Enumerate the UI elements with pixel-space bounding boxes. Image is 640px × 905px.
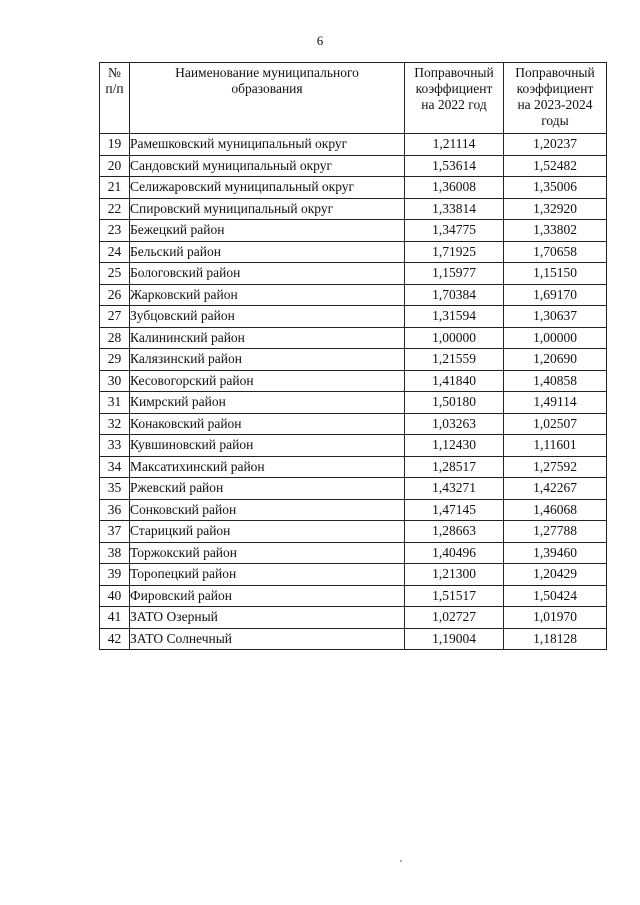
coefficient-2022: 1,34775 xyxy=(405,220,504,242)
coefficient-2023-2024: 1,70658 xyxy=(504,241,607,263)
row-number: 31 xyxy=(100,392,130,414)
municipality-name: Калязинский район xyxy=(130,349,405,371)
municipality-name: Максатихинский район xyxy=(130,456,405,478)
row-number: 30 xyxy=(100,370,130,392)
row-number: 37 xyxy=(100,521,130,543)
coefficient-2022: 1,51517 xyxy=(405,585,504,607)
coefficient-2023-2024: 1,20690 xyxy=(504,349,607,371)
municipality-name: Калининский район xyxy=(130,327,405,349)
header-number-line: п/п xyxy=(105,81,124,96)
row-number: 29 xyxy=(100,349,130,371)
coefficient-2023-2024: 1,52482 xyxy=(504,155,607,177)
coefficient-2023-2024: 1,20237 xyxy=(504,134,607,156)
table-row xyxy=(100,478,607,500)
municipality-name: Зубцовский район xyxy=(130,306,405,328)
coefficient-2023-2024: 1,42267 xyxy=(504,478,607,500)
table-row xyxy=(100,370,607,392)
header-coef-2023-line: годы xyxy=(541,113,569,128)
row-number: 34 xyxy=(100,456,130,478)
row-number: 42 xyxy=(100,628,130,650)
row-number: 35 xyxy=(100,478,130,500)
municipality-name: Селижаровский муниципальный округ xyxy=(130,177,405,199)
table-row xyxy=(100,349,607,371)
coefficient-2022: 1,33814 xyxy=(405,198,504,220)
row-number: 27 xyxy=(100,306,130,328)
municipality-name: Торжокский район xyxy=(130,542,405,564)
table-header xyxy=(100,63,607,134)
coefficient-2023-2024: 1,18128 xyxy=(504,628,607,650)
coefficient-2022: 1,53614 xyxy=(405,155,504,177)
row-number: 25 xyxy=(100,263,130,285)
row-number: 39 xyxy=(100,564,130,586)
row-number: 38 xyxy=(100,542,130,564)
coefficient-2022: 1,19004 xyxy=(405,628,504,650)
table-row xyxy=(100,564,607,586)
municipality-name: Спировский муниципальный округ xyxy=(130,198,405,220)
municipality-name: ЗАТО Солнечный xyxy=(130,628,405,650)
header-row xyxy=(100,63,607,134)
table-row xyxy=(100,327,607,349)
coefficient-2022: 1,43271 xyxy=(405,478,504,500)
row-number: 24 xyxy=(100,241,130,263)
coefficient-2022: 1,71925 xyxy=(405,241,504,263)
municipality-name: Бологовский район xyxy=(130,263,405,285)
coefficient-2023-2024: 1,69170 xyxy=(504,284,607,306)
municipality-name: Сонковский район xyxy=(130,499,405,521)
coefficient-2022: 1,31594 xyxy=(405,306,504,328)
coefficient-2023-2024: 1,33802 xyxy=(504,220,607,242)
coefficient-2023-2024: 1,00000 xyxy=(504,327,607,349)
scan-speck xyxy=(400,860,402,862)
table-row xyxy=(100,456,607,478)
coefficient-2023-2024: 1,02507 xyxy=(504,413,607,435)
coefficient-2023-2024: 1,39460 xyxy=(504,542,607,564)
table-row xyxy=(100,413,607,435)
coefficient-2023-2024: 1,46068 xyxy=(504,499,607,521)
table-row xyxy=(100,499,607,521)
coefficient-2022: 1,28663 xyxy=(405,521,504,543)
coefficient-2022: 1,00000 xyxy=(405,327,504,349)
coefficient-2022: 1,21114 xyxy=(405,134,504,156)
table-row xyxy=(100,220,607,242)
table-row xyxy=(100,521,607,543)
header-coef-2022-line: Поправочный xyxy=(414,65,494,80)
municipality-name: Бельский район xyxy=(130,241,405,263)
coefficient-2022: 1,36008 xyxy=(405,177,504,199)
coefficient-2023-2024: 1,30637 xyxy=(504,306,607,328)
coefficient-2022: 1,28517 xyxy=(405,456,504,478)
page-number: 6 xyxy=(316,33,324,48)
municipality-name: Кимрский район xyxy=(130,392,405,414)
row-number: 33 xyxy=(100,435,130,457)
coefficient-2023-2024: 1,27788 xyxy=(504,521,607,543)
municipality-name: Ржевский район xyxy=(130,478,405,500)
coefficient-2023-2024: 1,40858 xyxy=(504,370,607,392)
table-row xyxy=(100,607,607,629)
table-row xyxy=(100,134,607,156)
municipality-name: Рамешковский муниципальный округ xyxy=(130,134,405,156)
header-number-line: № xyxy=(108,65,121,80)
header-name-line: образования xyxy=(231,81,303,96)
table-row xyxy=(100,198,607,220)
table-body xyxy=(100,134,607,650)
table-row xyxy=(100,585,607,607)
municipality-name: Жарковский район xyxy=(130,284,405,306)
row-number: 21 xyxy=(100,177,130,199)
row-number: 22 xyxy=(100,198,130,220)
municipality-name: Старицкий район xyxy=(130,521,405,543)
municipality-name: Кесовогорский район xyxy=(130,370,405,392)
table-row xyxy=(100,392,607,414)
row-number: 36 xyxy=(100,499,130,521)
coefficient-2023-2024: 1,35006 xyxy=(504,177,607,199)
coefficient-2023-2024: 1,11601 xyxy=(504,435,607,457)
coefficient-2022: 1,47145 xyxy=(405,499,504,521)
coefficient-2022: 1,12430 xyxy=(405,435,504,457)
municipality-name: Фировский район xyxy=(130,585,405,607)
municipality-name: Кувшиновский район xyxy=(130,435,405,457)
table-row xyxy=(100,306,607,328)
coefficient-2022: 1,02727 xyxy=(405,607,504,629)
table-row xyxy=(100,263,607,285)
header-name xyxy=(130,63,405,134)
row-number: 26 xyxy=(100,284,130,306)
table-row xyxy=(100,435,607,457)
header-name-line: Наименование муниципального xyxy=(175,65,359,80)
municipality-name: Сандовский муниципальный округ xyxy=(130,155,405,177)
municipality-name: ЗАТО Озерный xyxy=(130,607,405,629)
coefficient-2022: 1,70384 xyxy=(405,284,504,306)
row-number: 23 xyxy=(100,220,130,242)
municipality-name: Торопецкий район xyxy=(130,564,405,586)
coefficient-2022: 1,21300 xyxy=(405,564,504,586)
coefficient-table xyxy=(99,62,607,650)
row-number: 40 xyxy=(100,585,130,607)
header-coef-2022-line: на 2022 год xyxy=(421,97,487,112)
row-number: 41 xyxy=(100,607,130,629)
header-coef-2023-line: на 2023-2024 xyxy=(517,97,593,112)
table-row xyxy=(100,241,607,263)
coefficient-2023-2024: 1,50424 xyxy=(504,585,607,607)
table-row xyxy=(100,284,607,306)
municipality-name: Конаковский район xyxy=(130,413,405,435)
table-row xyxy=(100,155,607,177)
header-coef-2022-line: коэффициент xyxy=(415,81,493,96)
table-row xyxy=(100,628,607,650)
coefficient-2022: 1,50180 xyxy=(405,392,504,414)
coefficient-2023-2024: 1,32920 xyxy=(504,198,607,220)
coefficient-2023-2024: 1,01970 xyxy=(504,607,607,629)
table-row xyxy=(100,177,607,199)
row-number: 28 xyxy=(100,327,130,349)
row-number: 19 xyxy=(100,134,130,156)
header-coef-2023-2024 xyxy=(504,63,607,134)
coefficient-2022: 1,40496 xyxy=(405,542,504,564)
coefficient-2022: 1,03263 xyxy=(405,413,504,435)
header-number xyxy=(100,63,130,134)
header-coef-2023-line: коэффициент xyxy=(516,81,594,96)
coefficient-2022: 1,21559 xyxy=(405,349,504,371)
coefficient-2023-2024: 1,27592 xyxy=(504,456,607,478)
municipality-name: Бежецкий район xyxy=(130,220,405,242)
coefficient-2023-2024: 1,15150 xyxy=(504,263,607,285)
table-row xyxy=(100,542,607,564)
coefficient-2022: 1,15977 xyxy=(405,263,504,285)
coefficient-2023-2024: 1,20429 xyxy=(504,564,607,586)
row-number: 20 xyxy=(100,155,130,177)
row-number: 32 xyxy=(100,413,130,435)
coefficient-2023-2024: 1,49114 xyxy=(504,392,607,414)
header-coef-2022 xyxy=(405,63,504,134)
header-coef-2023-line: Поправочный xyxy=(515,65,595,80)
coefficient-2022: 1,41840 xyxy=(405,370,504,392)
